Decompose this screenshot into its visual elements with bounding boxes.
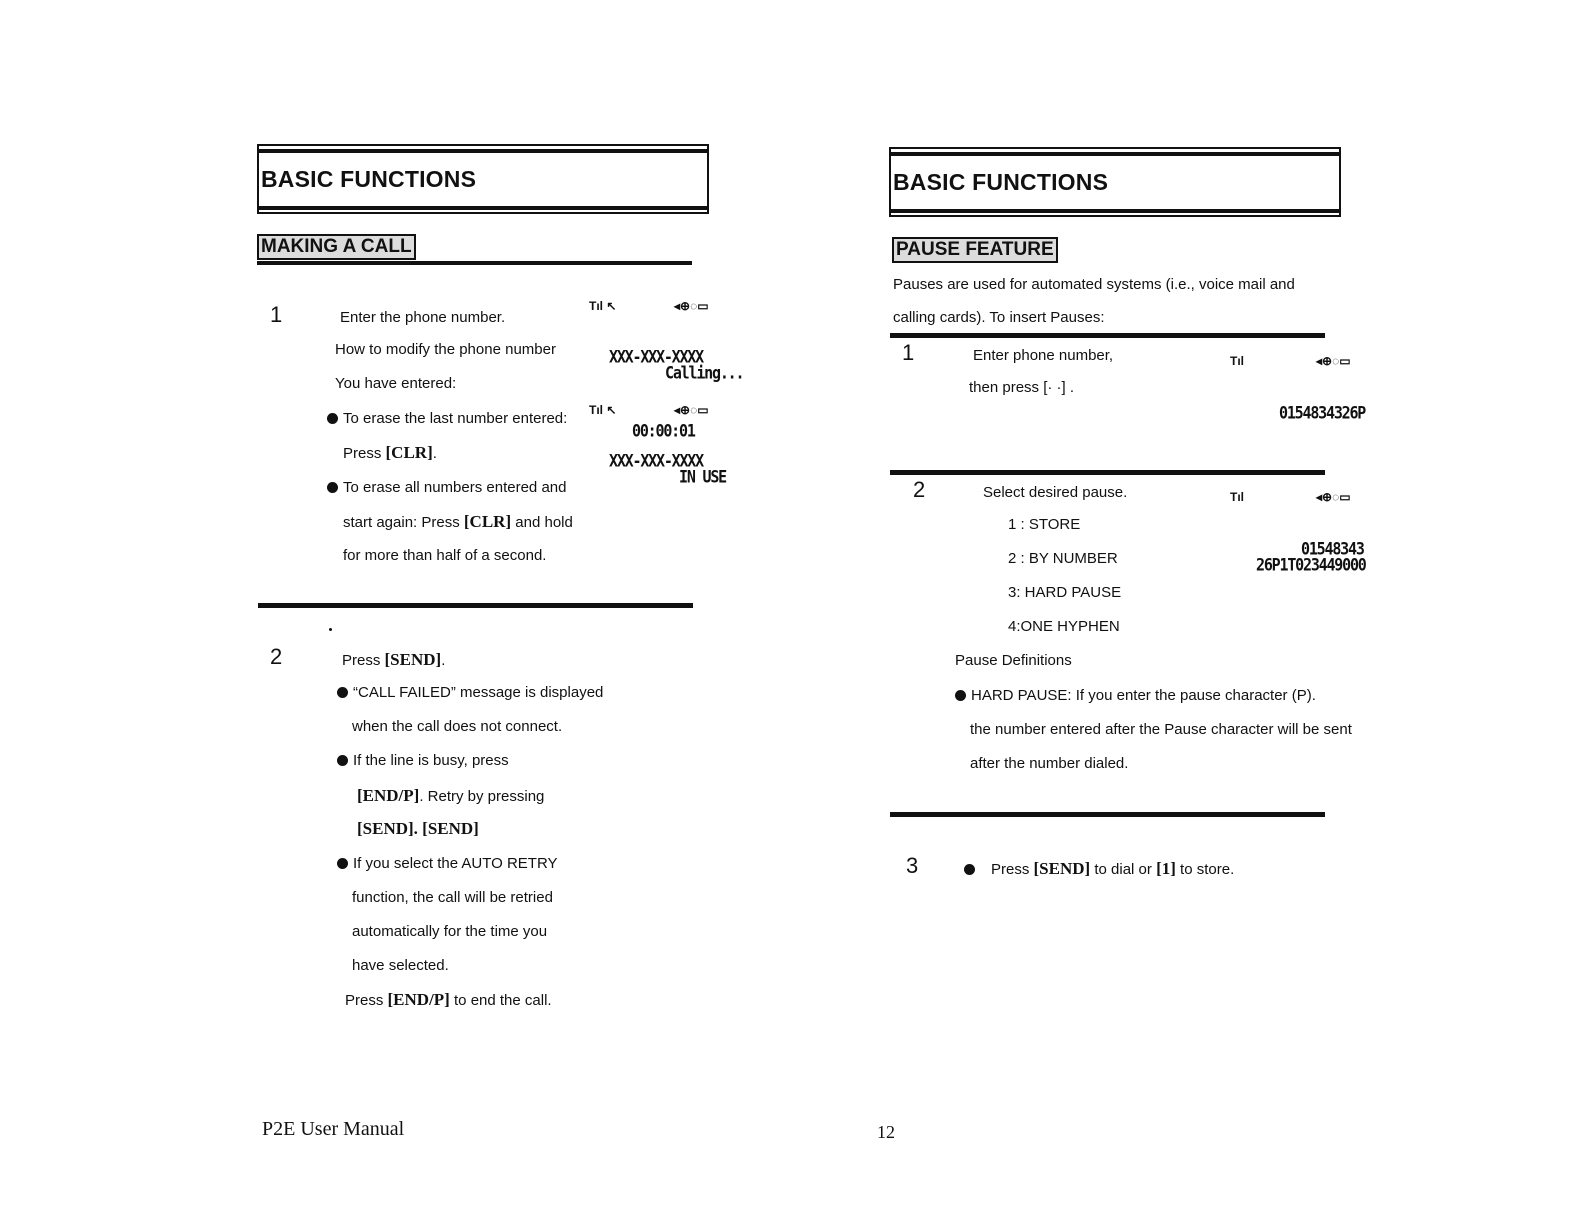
left-step1-bullet1: To erase the last number entered: <box>327 410 567 427</box>
lcd-number-line1: 01548343 <box>1301 539 1364 559</box>
left-step1-line-start: start again: Press [CLR] and hold <box>343 512 573 531</box>
signal-call-icon: Tıl ↖ <box>589 403 617 417</box>
lcd-number: XXX-XXX-XXXX <box>609 347 703 367</box>
right-step2-line1: Select desired pause. <box>983 484 1128 501</box>
right-step2-opt4: 4:ONE HYPHEN <box>1008 618 1120 635</box>
right-step2-opt1: 1 : STORE <box>1008 516 1081 533</box>
right-intro-line2: calling cards). To insert Pauses: <box>893 309 1105 326</box>
right-step1-line2: then press [· ·] . <box>969 379 1075 396</box>
right-step2-line2: the number entered after the Pause character will be sent <box>970 721 1352 738</box>
left-step1-number: 1 <box>270 302 283 327</box>
signal-icon: Tıl <box>1230 354 1244 368</box>
lcd-timer: 00:00:01 <box>632 421 695 441</box>
right-header-title: BASIC FUNCTIONS <box>893 169 1109 195</box>
status-icons: ◂⊕◌▭ <box>1316 490 1351 504</box>
left-header-box <box>257 144 709 214</box>
signal-call-icon: Tıl ↖ <box>589 299 617 313</box>
left-step2-bullet3: If you select the AUTO RETRY <box>337 855 558 872</box>
right-step-divider-1 <box>890 470 1325 475</box>
status-icons: ◂⊕◌▭ <box>1316 354 1351 368</box>
left-step2-line1: Press [SEND]. <box>342 650 446 669</box>
signal-icon: Tıl <box>1230 490 1244 504</box>
left-step2-line2: when the call does not connect. <box>352 718 563 735</box>
right-step-divider-2 <box>890 812 1325 817</box>
right-step1-line1: Enter phone number, <box>973 347 1114 364</box>
right-hard-pause-bullet: HARD PAUSE: If you enter the pause character (P). <box>955 687 1316 704</box>
left-header-title: BASIC FUNCTIONS <box>261 166 477 192</box>
lcd-status: Calling... <box>665 363 744 383</box>
right-intro-rule <box>890 333 1325 338</box>
left-step1-line3: You have entered: <box>335 375 457 392</box>
bullet-icon <box>337 858 348 869</box>
left-step1-line2: How to modify the phone number <box>335 341 556 358</box>
left-step2-bullet2: If the line is busy, press <box>337 752 509 769</box>
right-intro-line1: Pauses are used for automated systems (i.e., voice mail and <box>893 276 1295 293</box>
right-section-title: PAUSE FEATURE <box>892 237 1058 263</box>
left-step1-line1: Enter the phone number. <box>340 309 506 326</box>
bullet-icon <box>327 413 338 424</box>
right-step2-number: 2 <box>913 477 926 502</box>
bullet-icon <box>337 687 348 698</box>
header-top-bar <box>889 152 1341 156</box>
header-bottom-bar <box>257 206 709 210</box>
bullet-icon <box>337 755 348 766</box>
left-step2-line6: automatically for the time you <box>352 923 548 940</box>
footer-manual-title: P2E User Manual <box>262 1118 405 1140</box>
right-pause-definitions: Pause Definitions <box>955 652 1072 669</box>
page-number: 12 <box>877 1122 895 1142</box>
lcd-number-line2: 26P1T023449000 <box>1256 555 1366 575</box>
left-step-divider <box>258 603 693 608</box>
left-step1-press-clr: Press [CLR]. <box>343 443 437 462</box>
header-top-bar <box>257 149 709 153</box>
left-section-title: MAKING A CALL <box>257 234 416 260</box>
left-step2-line8: Press [END/P] to end the call. <box>345 990 552 1009</box>
left-step2-bullet1: “CALL FAILED” message is displayed <box>337 684 603 701</box>
lcd-number: 0154834326P <box>1279 403 1366 423</box>
left-step2-number: 2 <box>270 644 283 669</box>
left-step1-line-more: for more than half of a second. <box>343 547 547 564</box>
right-step2-line3: after the number dialed. <box>970 755 1129 772</box>
status-icons: ◂⊕◌▭ <box>674 299 709 313</box>
right-step2-opt2: 2 : BY NUMBER <box>1008 550 1118 567</box>
right-step2-opt3: 3: HARD PAUSE <box>1008 584 1122 601</box>
lcd-number: XXX-XXX-XXXX <box>609 451 703 471</box>
left-step2-line3: [END/P]. Retry by pressing <box>357 786 545 805</box>
left-step1-bullet2: To erase all numbers entered and <box>327 479 566 496</box>
lcd-status: IN USE <box>679 467 726 487</box>
right-step3-number: 3 <box>906 853 919 878</box>
bullet-icon <box>955 690 966 701</box>
status-icons: ◂⊕◌▭ <box>674 403 709 417</box>
left-step2-line7: have selected. <box>352 957 449 974</box>
left-step2-line4: [SEND]. [SEND] <box>357 819 479 838</box>
right-step3-text: Press [SEND] to dial or [1] to store. <box>964 859 1234 879</box>
right-step1-number: 1 <box>902 340 915 365</box>
bullet-icon <box>964 864 975 875</box>
left-step2-line5: function, the call will be retried <box>352 889 553 906</box>
right-header-box <box>889 147 1341 217</box>
bullet-icon <box>327 482 338 493</box>
left-section-rule <box>257 261 692 265</box>
header-bottom-bar <box>889 209 1341 213</box>
stray-dot <box>329 628 332 631</box>
